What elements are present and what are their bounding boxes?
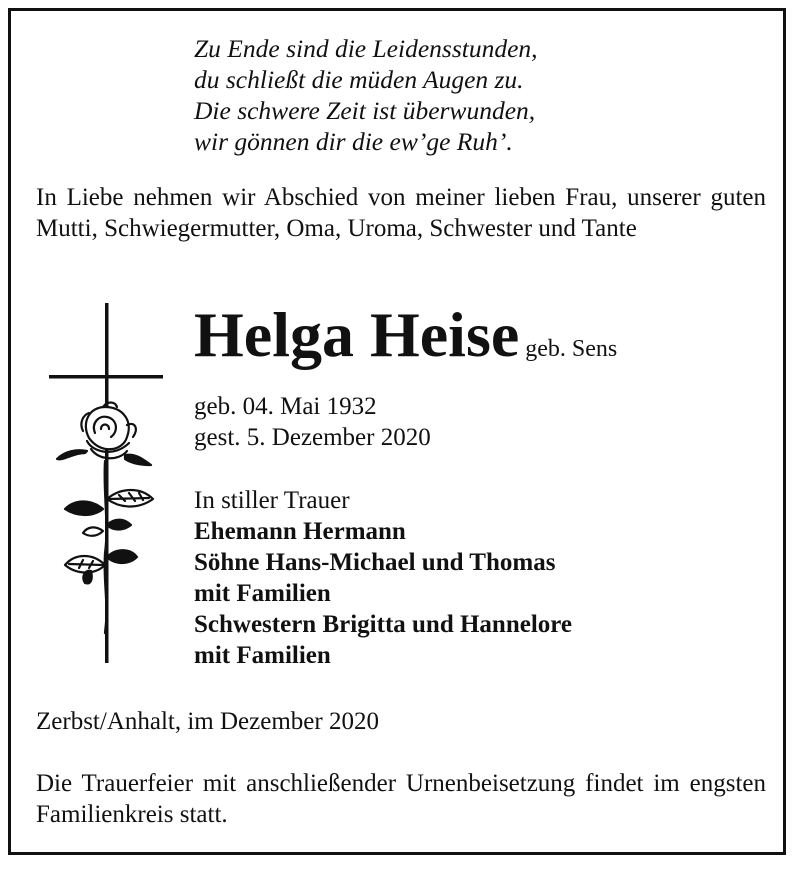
mourners-heading: In stiller Trauer: [194, 487, 350, 514]
poem: [194, 33, 538, 157]
poem-line: du schließt die müden Augen zu.: [194, 65, 524, 94]
maiden-name: geb. Sens: [525, 336, 618, 362]
deceased-name: Helga Heise: [194, 299, 520, 370]
place-date: Zerbst/Anhalt, im Dezember 2020: [36, 708, 379, 735]
mourner-line: Schwestern Brigitta und Hannelore: [194, 611, 573, 638]
cross-with-rose-icon: [45, 303, 171, 663]
birth-date: geb. 04. Mai 1932: [194, 393, 377, 420]
deceased-name-line: [194, 295, 617, 375]
mourner-line: mit Familien: [194, 642, 331, 669]
life-dates: [194, 391, 431, 453]
mourner-line: Ehemann Hermann: [194, 518, 406, 545]
death-date: gest. 5. Dezember 2020: [194, 424, 431, 451]
mourner-line: Söhne Hans-Michael und Thomas: [194, 549, 556, 576]
farewell-intro: In Liebe nehmen wir Abschied von meiner lieben Frau, unserer guten Mutti, Schwiegermutter, Oma, Uroma, Schwester und Tante: [36, 184, 766, 242]
rose-icon: [57, 403, 153, 634]
obituary-notice: [8, 8, 786, 855]
poem-line: Zu Ende sind die Leidensstunden,: [194, 34, 538, 63]
poem-line: wir gönnen dir die ew’ge Ruh’.: [194, 127, 513, 156]
mourners-list: [194, 485, 572, 671]
funeral-note: Die Trauerfeier mit anschließender Urnenbeisetzung findet im engsten Familienkreis statt.: [36, 770, 766, 828]
mourner-line: mit Familien: [194, 580, 331, 607]
poem-line: Die schwere Zeit ist überwunden,: [194, 96, 536, 125]
